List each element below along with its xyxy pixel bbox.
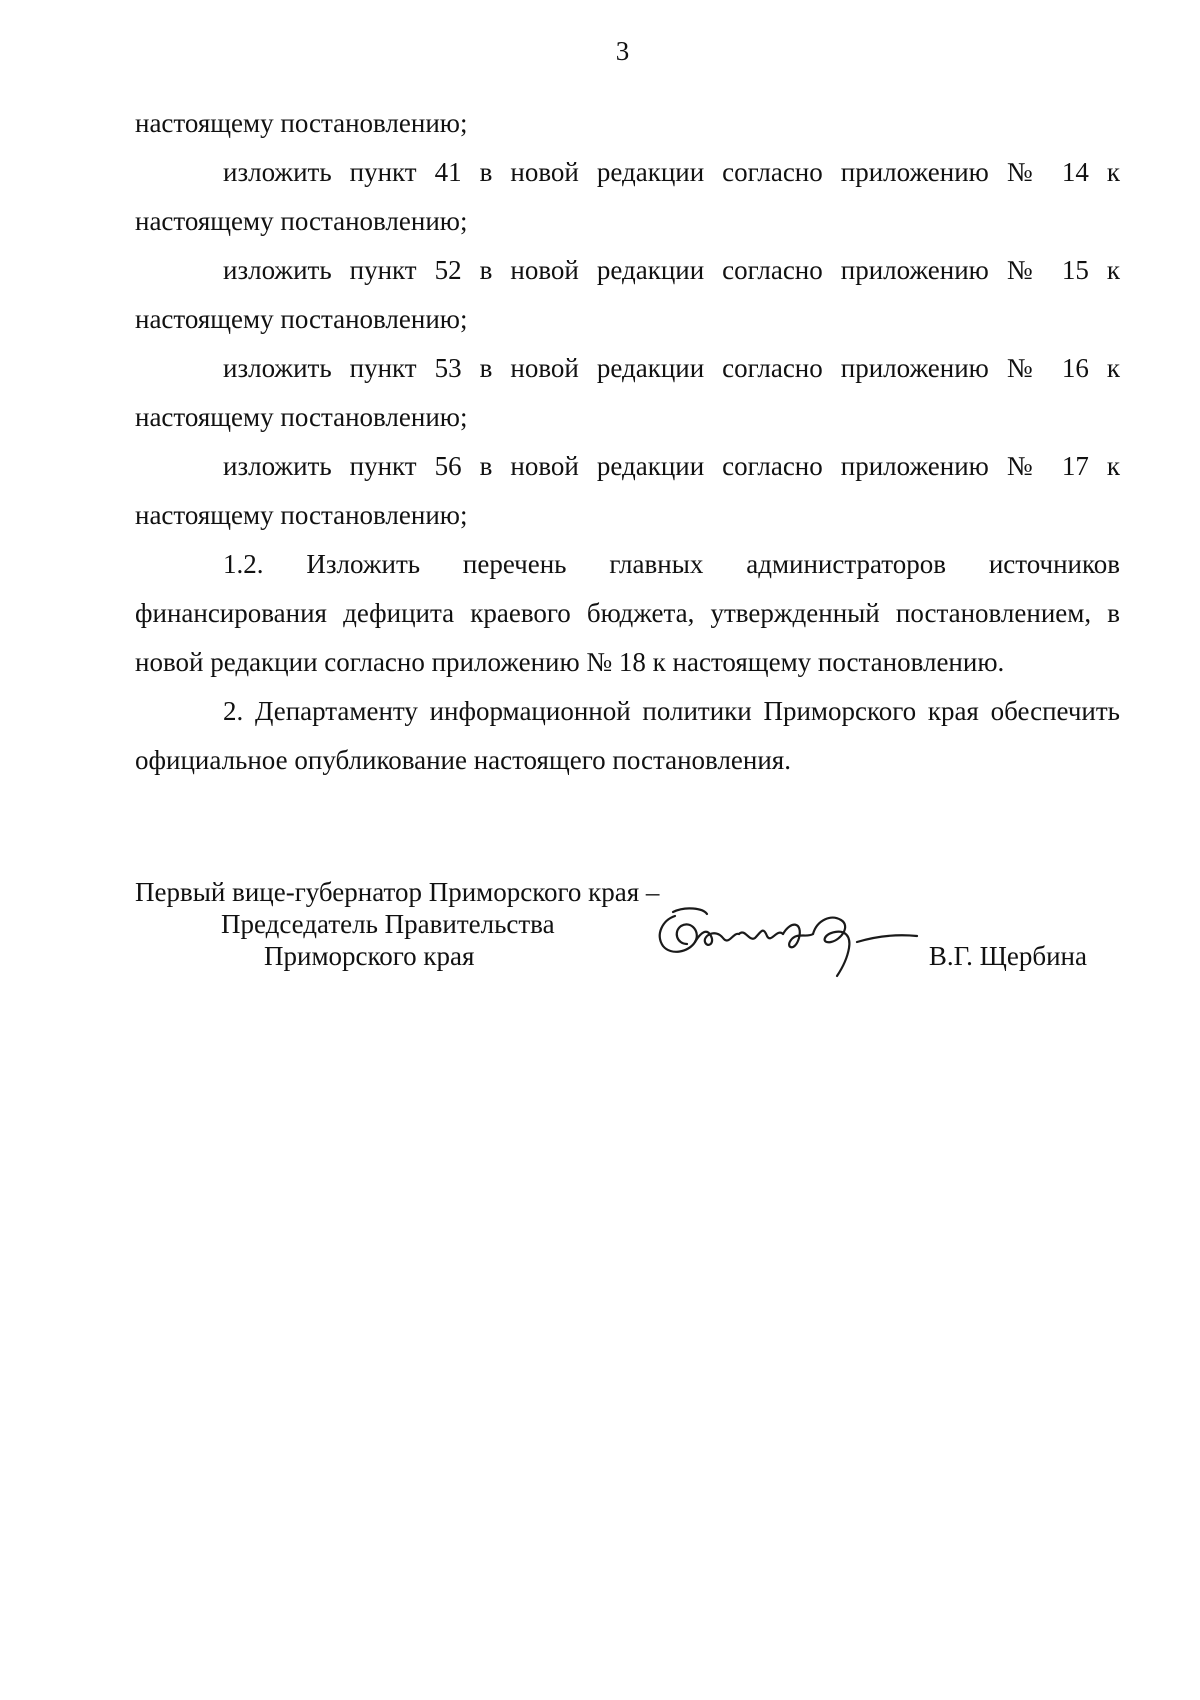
paragraph-1: изложить пункт 41 в новой редакции согласно приложению № 14 к настоящему постановлению;: [135, 157, 1120, 236]
paragraph-5: 1.2. Изложить перечень главных администраторов источников финансирования дефицита краевого бюджета, утвержденный постановлением, в новой редакции согласно приложению № 18 к настоящему постановлению.: [135, 549, 1120, 677]
paragraph-4: изложить пункт 56 в новой редакции согласно приложению № 17 к настоящему постановлению;: [135, 451, 1120, 530]
handwritten-signature: [645, 898, 935, 978]
signature-block: [135, 876, 1120, 986]
signatory-position-line3: Приморского края: [264, 941, 475, 971]
page-number: 3: [615, 36, 630, 66]
document-body: [135, 99, 1120, 785]
paragraph-3: изложить пункт 53 в новой редакции согласно приложению № 16 к настоящему постановлению;: [135, 353, 1120, 432]
signatory-position-line2: Председатель Правительства: [221, 909, 555, 939]
paragraph-6: 2. Департаменту информационной политики Приморского края обеспечить официальное опубликование настоящего постановления.: [135, 696, 1120, 775]
signatory-position-line1: Первый вице-губернатор Приморского края –: [135, 877, 660, 907]
signatory-name: В.Г. Щербина: [928, 941, 1087, 971]
paragraph-2: изложить пункт 52 в новой редакции согласно приложению № 15 к настоящему постановлению;: [135, 255, 1120, 334]
paragraph-0: настоящему постановлению;: [135, 108, 468, 138]
